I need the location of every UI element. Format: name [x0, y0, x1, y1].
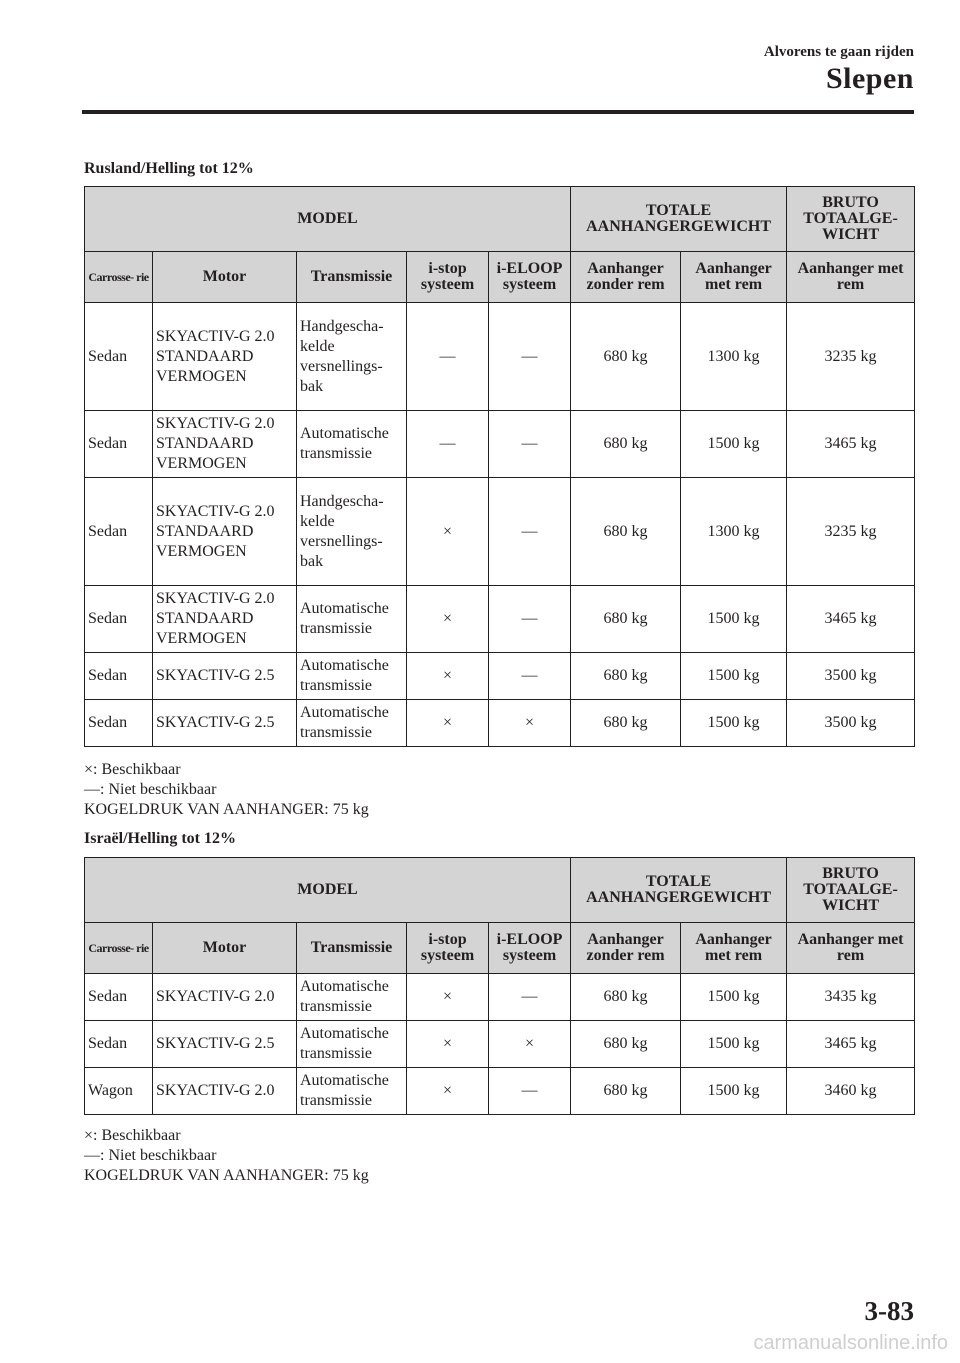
cell-motor: SKYACTIV-G 2.0 [153, 1068, 297, 1115]
cell-transmissie: Automatische transmissie [297, 411, 407, 478]
section-title-rusland: Rusland/Helling tot 12% [84, 160, 254, 177]
table-row [85, 586, 915, 653]
cell-ieloop: — [489, 586, 571, 653]
cell-zonder-rem: 680 kg [571, 478, 681, 586]
cell-istop: × [407, 974, 489, 1021]
cell-transmissie: Automatische transmissie [297, 653, 407, 700]
header-ieloop: i-ELOOP systeem [489, 923, 571, 974]
cell-motor: SKYACTIV-G 2.0 [153, 974, 297, 1021]
cell-met-rem: 1300 kg [681, 478, 787, 586]
notes-rusland [84, 760, 369, 820]
notes-israel [84, 1126, 369, 1186]
cell-carrosserie: Sedan [85, 411, 153, 478]
header-model: MODEL [85, 858, 571, 923]
cell-zonder-rem: 680 kg [571, 586, 681, 653]
cell-met-rem: 1500 kg [681, 1068, 787, 1115]
header-istop: i-stop systeem [407, 923, 489, 974]
cell-istop: × [407, 1068, 489, 1115]
table-row [85, 653, 915, 700]
cell-transmissie: Automatische transmissie [297, 586, 407, 653]
header-zonder-rem: Aanhanger zonder rem [571, 923, 681, 974]
cell-istop: × [407, 1021, 489, 1068]
cell-ieloop: — [489, 411, 571, 478]
cell-carrosserie: Sedan [85, 303, 153, 411]
cell-bruto: 3235 kg [787, 478, 915, 586]
table-row [85, 1068, 915, 1115]
header-transmissie: Transmissie [297, 252, 407, 303]
cell-istop: × [407, 478, 489, 586]
cell-transmissie: Automatische transmissie [297, 1021, 407, 1068]
cell-motor: SKYACTIV-G 2.0 STANDAARD VERMOGEN [153, 478, 297, 586]
table-row [85, 1021, 915, 1068]
cell-ieloop: — [489, 478, 571, 586]
cell-ieloop: — [489, 303, 571, 411]
cell-carrosserie: Sedan [85, 974, 153, 1021]
cell-met-rem: 1500 kg [681, 586, 787, 653]
header-model: MODEL [85, 187, 571, 252]
cell-carrosserie: Wagon [85, 1068, 153, 1115]
header-totale: TOTALE AANHANGERGEWICHT [571, 187, 787, 252]
cell-met-rem: 1500 kg [681, 974, 787, 1021]
table-row [85, 303, 915, 411]
note-available: ×: Beschikbaar [84, 1127, 181, 1144]
chapter-title: Slepen [825, 62, 914, 95]
cell-transmissie: Automatische transmissie [297, 700, 407, 747]
header-bruto: BRUTO TOTAALGE- WICHT [787, 858, 915, 923]
header-carrosserie: Carrosse- rie [85, 252, 153, 303]
cell-carrosserie: Sedan [85, 586, 153, 653]
table-rusland [84, 186, 915, 747]
header-motor: Motor [153, 923, 297, 974]
header-bruto: BRUTO TOTAALGE- WICHT [787, 187, 915, 252]
cell-zonder-rem: 680 kg [571, 1068, 681, 1115]
cell-bruto: 3465 kg [787, 586, 915, 653]
cell-bruto: 3500 kg [787, 700, 915, 747]
section-title-israel: Israël/Helling tot 12% [84, 830, 236, 847]
cell-motor: SKYACTIV-G 2.5 [153, 1021, 297, 1068]
page-number: 3-83 [864, 1296, 914, 1326]
watermark: carmanualsonline.info [753, 1332, 948, 1354]
cell-ieloop: — [489, 653, 571, 700]
note-kogeldruk: KOGELDRUK VAN AANHANGER: 75 kg [84, 801, 369, 818]
cell-bruto: 3235 kg [787, 303, 915, 411]
cell-zonder-rem: 680 kg [571, 653, 681, 700]
header-bruto-met-rem: Aanhanger met rem [787, 252, 915, 303]
header-rule [82, 110, 914, 114]
table-israel [84, 857, 915, 1115]
note-kogeldruk: KOGELDRUK VAN AANHANGER: 75 kg [84, 1167, 369, 1184]
cell-bruto: 3465 kg [787, 411, 915, 478]
header-transmissie: Transmissie [297, 923, 407, 974]
cell-met-rem: 1500 kg [681, 653, 787, 700]
note-available: ×: Beschikbaar [84, 761, 181, 778]
cell-transmissie: Handgescha- kelde versnellings- bak [297, 478, 407, 586]
cell-met-rem: 1300 kg [681, 303, 787, 411]
header-istop: i-stop systeem [407, 252, 489, 303]
cell-met-rem: 1500 kg [681, 1021, 787, 1068]
header-bruto-met-rem: Aanhanger met rem [787, 923, 915, 974]
cell-ieloop: × [489, 700, 571, 747]
table-row [85, 974, 915, 1021]
chapter-subtitle: Alvorens te gaan rijden [763, 44, 914, 60]
note-unavailable: —: Niet beschikbaar [84, 781, 217, 798]
header-carrosserie: Carrosse- rie [85, 923, 153, 974]
cell-zonder-rem: 680 kg [571, 411, 681, 478]
cell-transmissie: Handgescha- kelde versnellings- bak [297, 303, 407, 411]
cell-carrosserie: Sedan [85, 478, 153, 586]
table-row [85, 700, 915, 747]
cell-ieloop: — [489, 1068, 571, 1115]
cell-zonder-rem: 680 kg [571, 700, 681, 747]
cell-zonder-rem: 680 kg [571, 1021, 681, 1068]
cell-motor: SKYACTIV-G 2.0 STANDAARD VERMOGEN [153, 303, 297, 411]
cell-bruto: 3465 kg [787, 1021, 915, 1068]
table-row [85, 478, 915, 586]
cell-motor: SKYACTIV-G 2.0 STANDAARD VERMOGEN [153, 411, 297, 478]
cell-carrosserie: Sedan [85, 700, 153, 747]
cell-transmissie: Automatische transmissie [297, 1068, 407, 1115]
header-zonder-rem: Aanhanger zonder rem [571, 252, 681, 303]
cell-motor: SKYACTIV-G 2.0 STANDAARD VERMOGEN [153, 586, 297, 653]
cell-met-rem: 1500 kg [681, 700, 787, 747]
header-motor: Motor [153, 252, 297, 303]
cell-zonder-rem: 680 kg [571, 974, 681, 1021]
cell-motor: SKYACTIV-G 2.5 [153, 653, 297, 700]
header-ieloop: i-ELOOP systeem [489, 252, 571, 303]
cell-bruto: 3460 kg [787, 1068, 915, 1115]
cell-istop: — [407, 303, 489, 411]
cell-bruto: 3435 kg [787, 974, 915, 1021]
header-totale: TOTALE AANHANGERGEWICHT [571, 858, 787, 923]
cell-ieloop: × [489, 1021, 571, 1068]
cell-istop: × [407, 653, 489, 700]
note-unavailable: —: Niet beschikbaar [84, 1147, 217, 1164]
header-met-rem: Aanhanger met rem [681, 252, 787, 303]
table-row [85, 411, 915, 478]
header-met-rem: Aanhanger met rem [681, 923, 787, 974]
cell-istop: × [407, 586, 489, 653]
cell-bruto: 3500 kg [787, 653, 915, 700]
cell-istop: — [407, 411, 489, 478]
cell-carrosserie: Sedan [85, 653, 153, 700]
cell-ieloop: — [489, 974, 571, 1021]
cell-carrosserie: Sedan [85, 1021, 153, 1068]
cell-zonder-rem: 680 kg [571, 303, 681, 411]
cell-istop: × [407, 700, 489, 747]
cell-motor: SKYACTIV-G 2.5 [153, 700, 297, 747]
cell-met-rem: 1500 kg [681, 411, 787, 478]
cell-transmissie: Automatische transmissie [297, 974, 407, 1021]
